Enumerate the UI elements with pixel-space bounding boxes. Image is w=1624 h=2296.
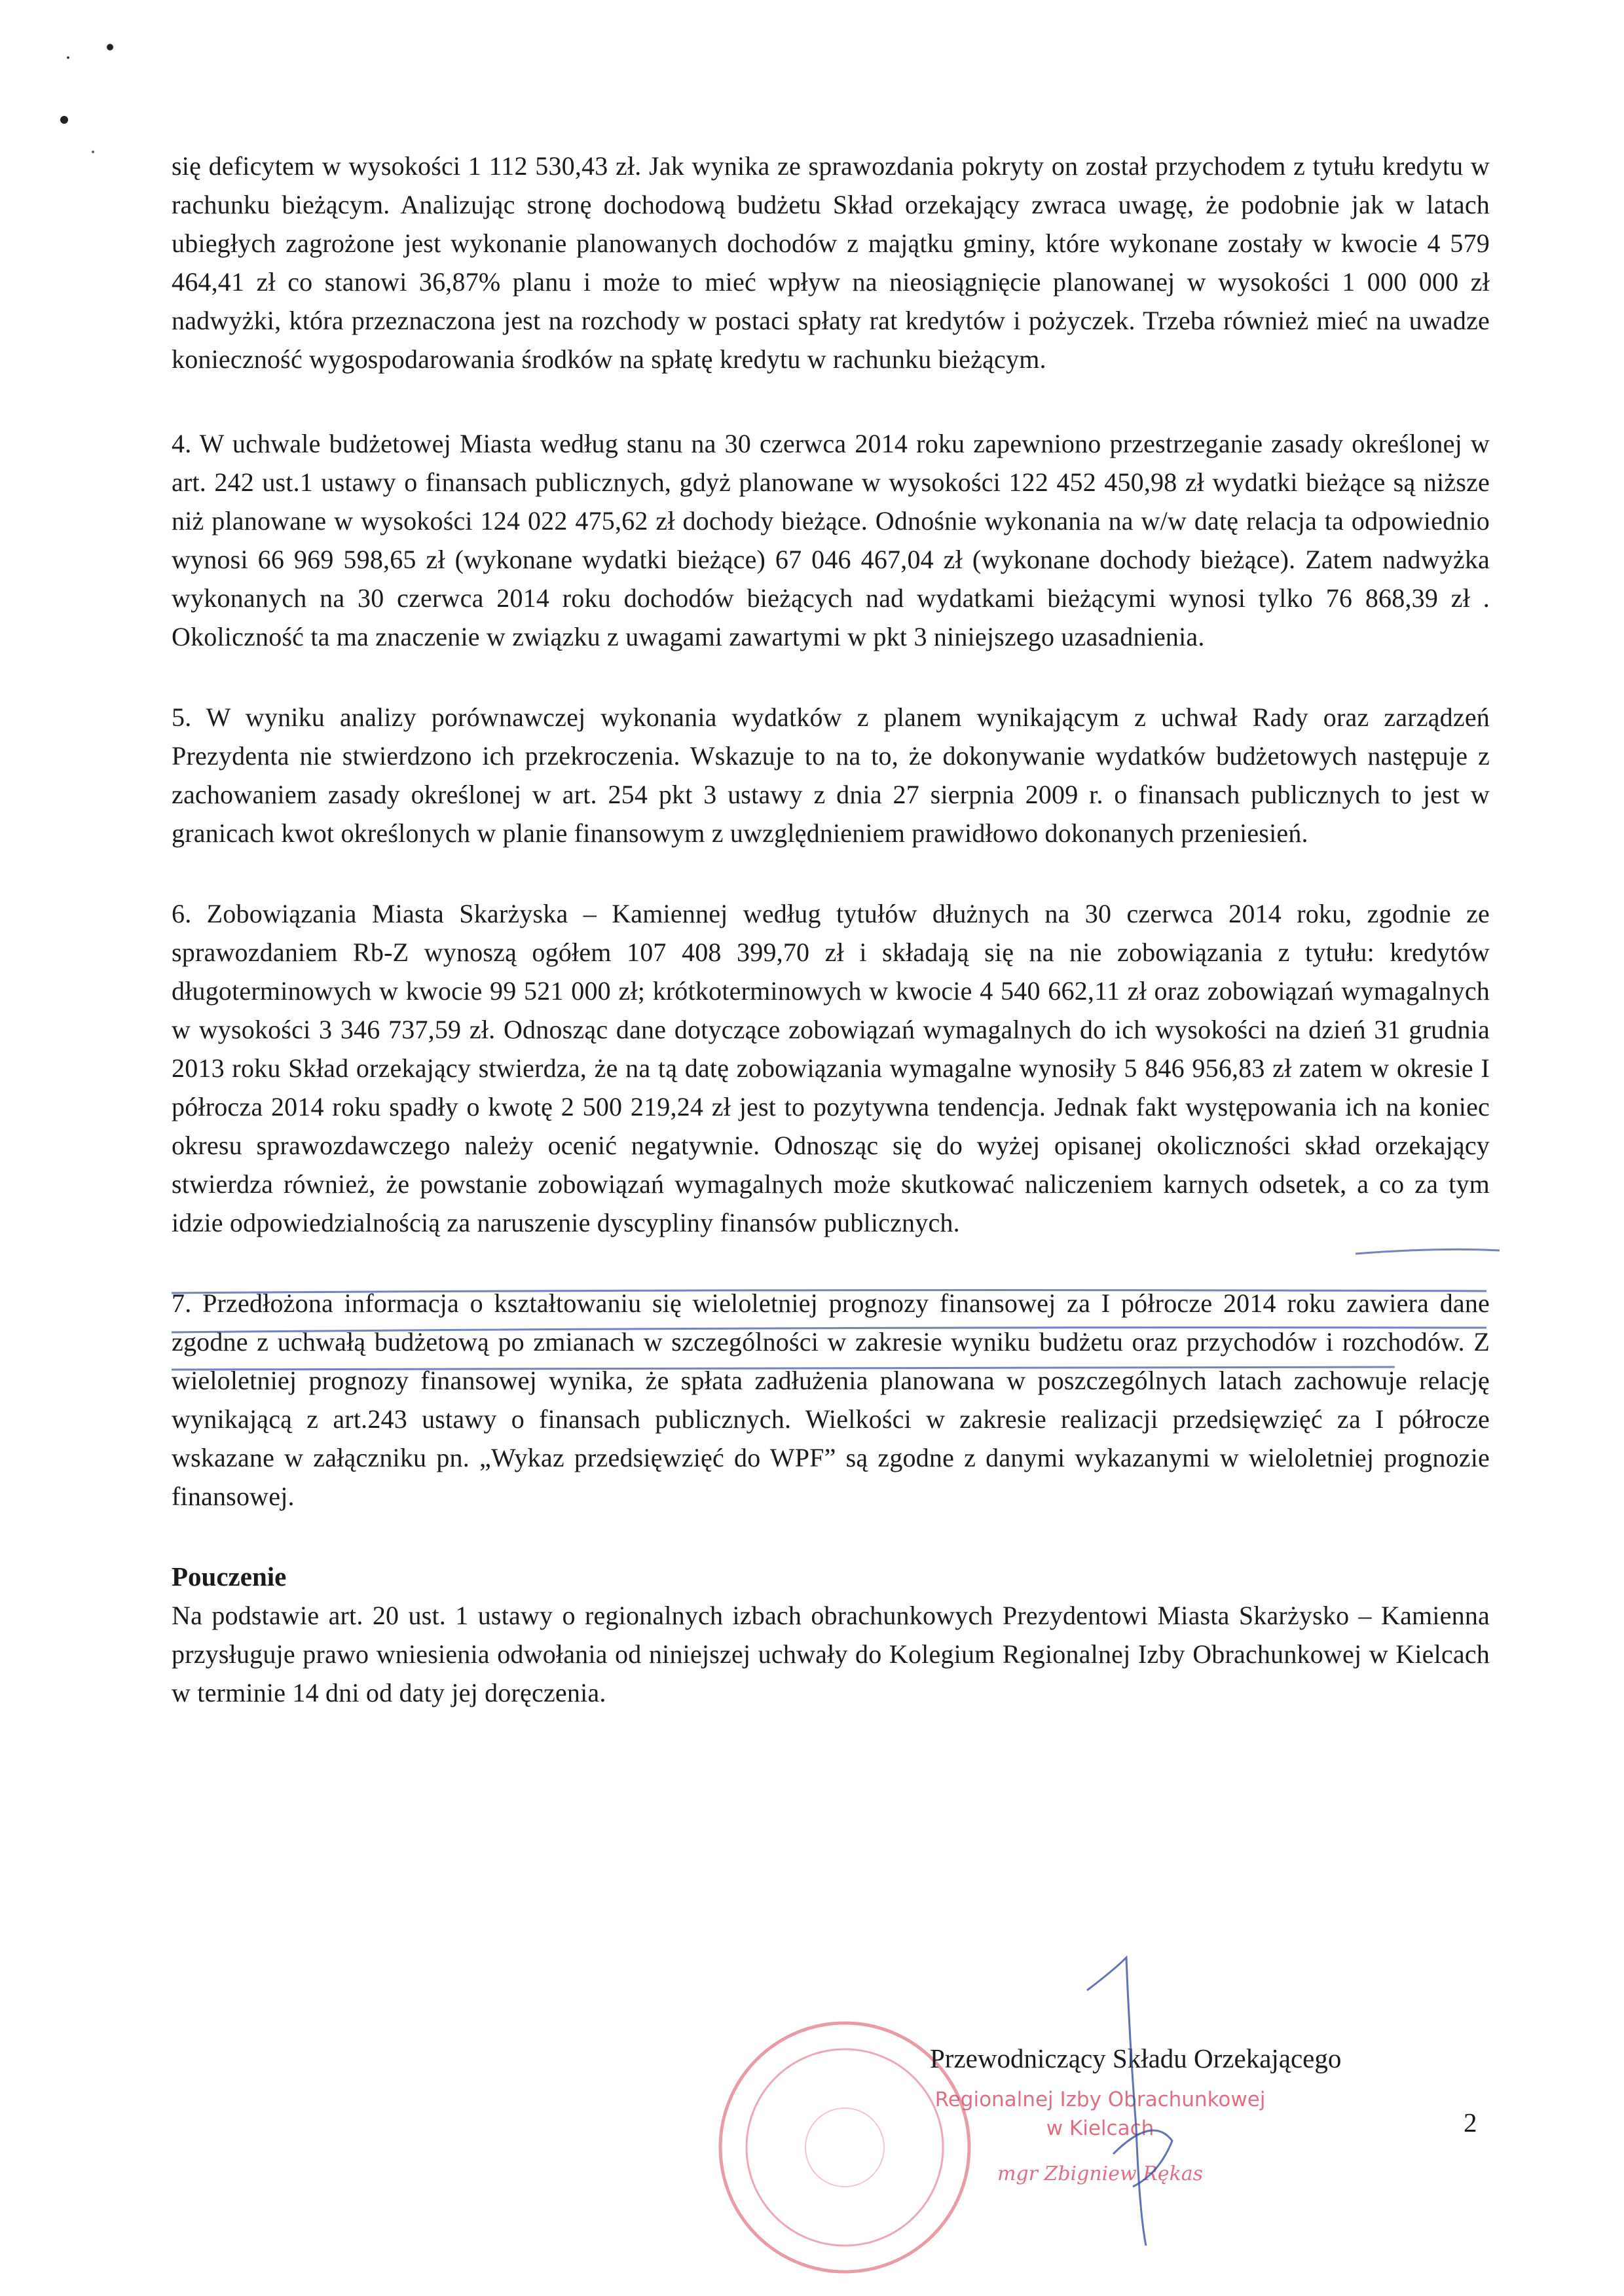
signature-title: Przewodniczący Składu Orzekającego	[930, 2043, 1342, 2073]
paragraph-intro: się deficytem w wysokości 1 112 530,43 zł. Jak wynika ze sprawozdania pokryty on został przychodem z tytułu kredytu w rachunku bieżącym. Analizując stronę dochodową budżetu Skład orzekający zwraca uwagę, że podobnie jak w latach ubiegłych zagrożone jest wykonanie planowanych dochodów z majątku gminy, które wykonane zostały w kwocie 4 579 464,41 zł co stanowi 36,87% planu i może to mieć wpływ na nieosiągnięcie planowanej w wysokości 1 000 000 zł nadwyżki, która przeznaczona jest na rozchody w postaci spłaty rat kredytów i pożyczek. Trzeba również mieć na uwadze konieczność wygospodarowania środków na spłatę kredytu w rachunku bieżącym.	[172, 151, 1490, 374]
paragraph-6: 6. Zobowiązania Miasta Skarżyska – Kamiennej według tytułów dłużnych na 30 czerwca 2014 roku, zgodnie ze sprawozdaniem Rb-Z wynoszą ogółem 107 408 399,70 zł i składają się na nie zobowiązania z tytułu: kredytów długoterminowych w kwocie 99 521 000 zł; krótkoterminowych w kwocie 4 540 662,11 zł oraz zobowiązań wymagalnych w wysokości 3 346 737,59 zł. Odnosząc dane dotyczące zobowiązań wymagalnych do ich wysokości na dzień 31 grudnia 2013 roku Skład orzekający stwierdza, że na tą datę zobowiązania wymagalne wynosiły 5 846 956,83 zł zatem w okresie I półrocza 2014 roku spadły o kwotę 2 500 219,24 zł jest to pozytywna tendencja. Jednak fakt występowania ich na koniec okresu sprawozdawczego należy ocenić negatywnie. Odnosząc się do wyżej opisanej okoliczności skład orzekający stwierdza również, że powstanie zobowiązań wymagalnych może skutkować naliczeniem karnych odsetek, a co za tym idzie odpowiedzialnością za naruszenie dyscypliny finansów publicznych.	[172, 899, 1490, 1237]
stamp-name: mgr Zbigniew Rękas	[997, 2162, 1204, 2185]
paragraph-7: 7. Przedłożona informacja o kształtowaniu się wieloletniej prognozy finansowej za I półrocze 2014 roku zawiera dane zgodne z uchwałą budżetową po zmianach w szczególności w zakresie wyniku budżetu oraz przychodów i rozchodów. Z wieloletniej prognozy finansowej wynika, że spłata zadłużenia planowana w poszczególnych latach zachowuje relację wynikającą z art.243 ustawy o finansach publicznych. Wielkości w zakresie realizacji przedsięwzięć za I półrocze wskazane w załączniku pn. „Wykaz przedsięwzięć do WPF” są zgodne z danymi wykazanymi w wieloletniej prognozie finansowej.	[172, 1288, 1490, 1511]
scan-artifacts	[0, 0, 262, 262]
page-number: 2	[1464, 2107, 1477, 2138]
stamp-line-1: Regionalnej Izby Obrachunkowej	[934, 2088, 1266, 2111]
name-stamp	[904, 2085, 1297, 2189]
paragraph-4: 4. W uchwale budżetowej Miasta według stanu na 30 czerwca 2014 roku zapewniono przestrzeganie zasady określonej w art. 242 ust.1 ustawy o finansach publicznych, gdyż planowane w wysokości 122 452 450,98 zł wydatki bieżące są niższe niż planowane w wysokości 124 022 475,62 zł dochody bieżące. Odnośnie wykonania na w/w datę relacja ta odpowiednio wynosi 66 969 598,65 zł (wykonane wydatki bieżące) 67 046 467,04 zł (wykonane dochody bieżące). Zatem nadwyżka wykonanych na 30 czerwca 2014 roku dochodów bieżących nad wydatkami bieżącymi wynosi tylko 76 868,39 zł . Okoliczność ta ma znaczenie w związku z uwagami zawartymi w pkt 3 niniejszego uzasadnienia.	[172, 429, 1490, 651]
instruction-text: Na podstawie art. 20 ust. 1 ustawy o regionalnych izbach obrachunkowych Prezydentowi Miasta Skarżysko – Kamienna przysługuje prawo wniesienia odwołania od niniejszej uchwały do Kolegium Regionalnej Izby Obrachunkowej w Kielcach w terminie 14 dni od daty jej doręczenia.	[172, 1601, 1490, 1707]
paragraph-5: 5. W wyniku analizy porównawczej wykonania wydatków z planem wynikającym z uchwał Rady oraz zarządzeń Prezydenta nie stwierdzono ich przekroczenia. Wskazuje to na to, że dokonywanie wydatków budżetowych następuje z zachowaniem zasady określonej w art. 254 pkt 3 ustawy z dnia 27 sierpnia 2009 r. o finansach publicznych to jest w granicach kwot określonych w planie finansowym z uwzględnieniem prawidłowo dokonanych przeniesień.	[172, 702, 1490, 848]
stamp-line-2: w Kielcach	[1046, 2117, 1154, 2140]
document-body	[172, 147, 1490, 1712]
instruction-heading: Pouczenie	[172, 1561, 287, 1592]
